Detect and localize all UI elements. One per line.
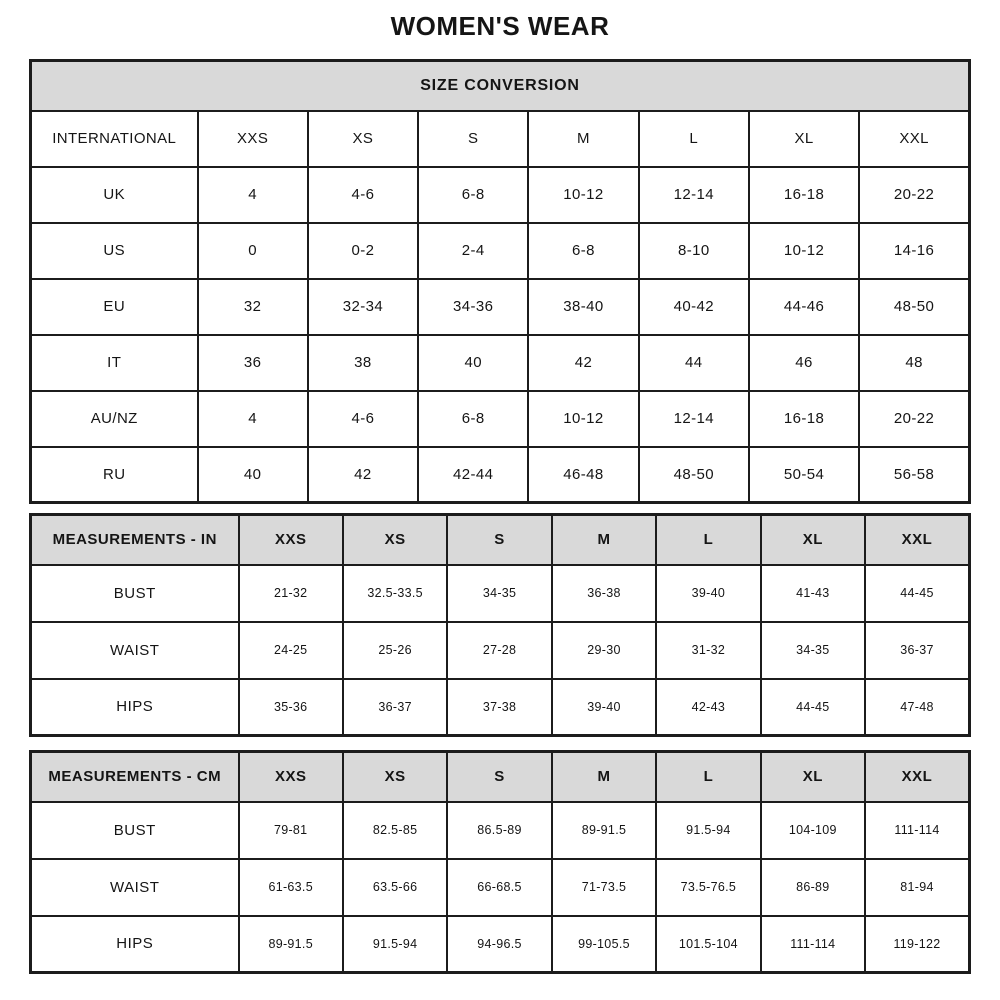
size-value-cell: 16-18 [749, 167, 859, 223]
measurement-value-cell: 89-91.5 [552, 802, 656, 859]
page-title: WOMEN'S WEAR [390, 11, 610, 41]
table-row [31, 223, 970, 279]
measurement-row-label: HIPS [31, 679, 239, 736]
size-column-header-xs: XS [308, 111, 418, 167]
size-column-header-s: S [447, 752, 551, 802]
size-conversion-table [29, 59, 971, 504]
size-value-cell: 42 [528, 335, 638, 391]
size-value-cell: 4-6 [308, 167, 418, 223]
table-row [31, 916, 970, 973]
measurement-value-cell: 94-96.5 [447, 916, 551, 973]
measurement-value-cell: 44-45 [865, 565, 969, 622]
table-row [31, 802, 970, 859]
size-column-header-l: L [656, 752, 760, 802]
size-column-header-xxl: XXL [865, 515, 969, 565]
size-value-cell: 8-10 [639, 223, 749, 279]
size-conversion-band: SIZE CONVERSION [31, 61, 970, 111]
size-value-cell: 6-8 [418, 167, 528, 223]
size-column-header-m: M [552, 752, 656, 802]
table-row [31, 565, 970, 622]
size-column-header-xl: XL [749, 111, 859, 167]
table-row [31, 515, 970, 565]
measurement-row-label: BUST [31, 802, 239, 859]
size-value-cell: 44-46 [749, 279, 859, 335]
measurement-value-cell: 42-43 [656, 679, 760, 736]
measurement-value-cell: 119-122 [865, 916, 969, 973]
size-value-cell: 42-44 [418, 447, 528, 503]
size-value-cell: 12-14 [639, 391, 749, 447]
measurement-row-label: BUST [31, 565, 239, 622]
measurement-value-cell: 36-38 [552, 565, 656, 622]
size-value-cell: 46-48 [528, 447, 638, 503]
measurement-value-cell: 79-81 [239, 802, 343, 859]
table-row [31, 167, 970, 223]
table-row [31, 279, 970, 335]
measurement-value-cell: 34-35 [447, 565, 551, 622]
region-row-label: EU [31, 279, 198, 335]
size-value-cell: 32-34 [308, 279, 418, 335]
size-value-cell: 16-18 [749, 391, 859, 447]
size-value-cell: 34-36 [418, 279, 528, 335]
measurement-value-cell: 63.5-66 [343, 859, 447, 916]
size-column-header-s: S [447, 515, 551, 565]
size-column-header-xxl: XXL [859, 111, 969, 167]
measurement-row-label: WAIST [31, 622, 239, 679]
measurements-title: MEASUREMENTS - IN [31, 515, 239, 565]
measurement-value-cell: 104-109 [761, 802, 865, 859]
measurement-value-cell: 41-43 [761, 565, 865, 622]
measurement-value-cell: 21-32 [239, 565, 343, 622]
region-row-label: IT [31, 335, 198, 391]
size-value-cell: 4-6 [308, 391, 418, 447]
table-row [31, 61, 970, 111]
measurement-value-cell: 24-25 [239, 622, 343, 679]
measurement-value-cell: 39-40 [552, 679, 656, 736]
measurement-row-label: HIPS [31, 916, 239, 973]
measurement-row-label: WAIST [31, 859, 239, 916]
region-row-label: UK [31, 167, 198, 223]
measurement-value-cell: 82.5-85 [343, 802, 447, 859]
size-value-cell: 0-2 [308, 223, 418, 279]
measurements-title: MEASUREMENTS - CM [31, 752, 239, 802]
size-value-cell: 44 [639, 335, 749, 391]
size-column-header-l: L [656, 515, 760, 565]
size-value-cell: 50-54 [749, 447, 859, 503]
measurement-value-cell: 32.5-33.5 [343, 565, 447, 622]
region-row-label: RU [31, 447, 198, 503]
measurement-value-cell: 111-114 [865, 802, 969, 859]
size-value-cell: 56-58 [859, 447, 969, 503]
size-value-cell: 6-8 [418, 391, 528, 447]
measurements-cm-table [29, 750, 971, 974]
size-value-cell: 10-12 [528, 167, 638, 223]
measurement-value-cell: 99-105.5 [552, 916, 656, 973]
table-row [31, 335, 970, 391]
table-row [31, 679, 970, 736]
measurement-value-cell: 34-35 [761, 622, 865, 679]
size-value-cell: 10-12 [749, 223, 859, 279]
table-row [31, 622, 970, 679]
measurement-value-cell: 35-36 [239, 679, 343, 736]
size-value-cell: 20-22 [859, 167, 969, 223]
measurement-value-cell: 66-68.5 [447, 859, 551, 916]
measurement-value-cell: 39-40 [656, 565, 760, 622]
measurement-value-cell: 111-114 [761, 916, 865, 973]
table-row [31, 859, 970, 916]
international-column-header: INTERNATIONAL [31, 111, 198, 167]
measurement-value-cell: 91.5-94 [343, 916, 447, 973]
size-value-cell: 48-50 [859, 279, 969, 335]
size-value-cell: 12-14 [639, 167, 749, 223]
measurement-value-cell: 36-37 [865, 622, 969, 679]
measurement-value-cell: 37-38 [447, 679, 551, 736]
size-value-cell: 48 [859, 335, 969, 391]
size-value-cell: 14-16 [859, 223, 969, 279]
measurement-value-cell: 47-48 [865, 679, 969, 736]
measurement-value-cell: 25-26 [343, 622, 447, 679]
size-column-header-xl: XL [761, 515, 865, 565]
measurement-value-cell: 81-94 [865, 859, 969, 916]
size-column-header-xs: XS [343, 515, 447, 565]
size-value-cell: 0 [198, 223, 308, 279]
region-row-label: US [31, 223, 198, 279]
size-value-cell: 36 [198, 335, 308, 391]
size-value-cell: 42 [308, 447, 418, 503]
measurement-value-cell: 71-73.5 [552, 859, 656, 916]
size-value-cell: 38 [308, 335, 418, 391]
measurement-value-cell: 91.5-94 [656, 802, 760, 859]
size-column-header-xxl: XXL [865, 752, 969, 802]
size-value-cell: 10-12 [528, 391, 638, 447]
measurement-value-cell: 31-32 [656, 622, 760, 679]
measurement-value-cell: 44-45 [761, 679, 865, 736]
size-value-cell: 32 [198, 279, 308, 335]
measurements-in-table [29, 513, 971, 737]
size-column-header-s: S [418, 111, 528, 167]
size-value-cell: 2-4 [418, 223, 528, 279]
size-column-header-l: L [639, 111, 749, 167]
region-row-label: AU/NZ [31, 391, 198, 447]
size-value-cell: 40 [418, 335, 528, 391]
size-column-header-xs: XS [343, 752, 447, 802]
size-column-header-m: M [552, 515, 656, 565]
size-value-cell: 40-42 [639, 279, 749, 335]
measurement-value-cell: 73.5-76.5 [656, 859, 760, 916]
measurement-value-cell: 36-37 [343, 679, 447, 736]
size-value-cell: 4 [198, 167, 308, 223]
measurement-value-cell: 27-28 [447, 622, 551, 679]
measurement-value-cell: 86-89 [761, 859, 865, 916]
measurement-value-cell: 61-63.5 [239, 859, 343, 916]
table-row [31, 111, 970, 167]
table-row [31, 752, 970, 802]
table-row [31, 447, 970, 503]
measurement-value-cell: 86.5-89 [447, 802, 551, 859]
measurement-value-cell: 101.5-104 [656, 916, 760, 973]
size-value-cell: 6-8 [528, 223, 638, 279]
size-value-cell: 20-22 [859, 391, 969, 447]
size-value-cell: 38-40 [528, 279, 638, 335]
size-column-header-m: M [528, 111, 638, 167]
size-column-header-xxs: XXS [198, 111, 308, 167]
size-value-cell: 40 [198, 447, 308, 503]
size-value-cell: 4 [198, 391, 308, 447]
measurement-value-cell: 29-30 [552, 622, 656, 679]
size-value-cell: 48-50 [639, 447, 749, 503]
size-column-header-xxs: XXS [239, 752, 343, 802]
measurement-value-cell: 89-91.5 [239, 916, 343, 973]
size-value-cell: 46 [749, 335, 859, 391]
size-column-header-xl: XL [761, 752, 865, 802]
table-row [31, 391, 970, 447]
size-column-header-xxs: XXS [239, 515, 343, 565]
